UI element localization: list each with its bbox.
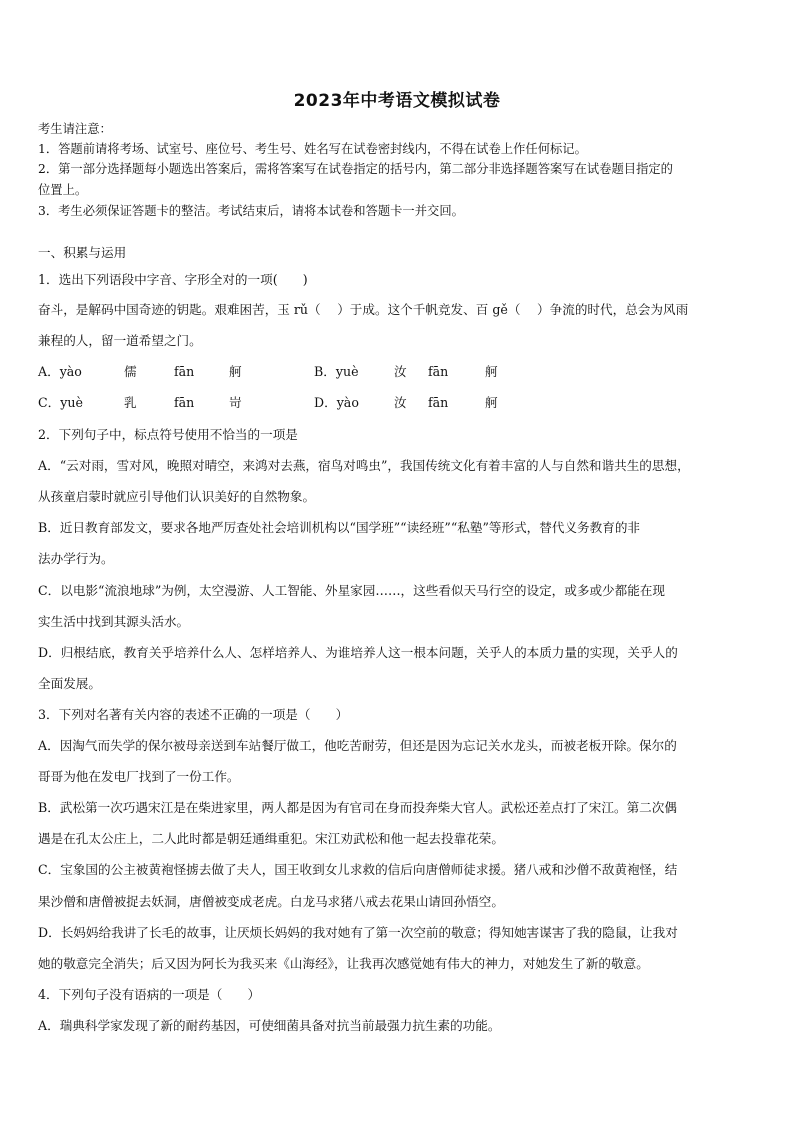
question-2-line: 从孩童启蒙时就应引导他们认识美好的自然物象。 bbox=[38, 489, 316, 504]
page-title: 2023年中考语文模拟试卷 bbox=[293, 91, 501, 111]
question-2-line: 全面发展。 bbox=[38, 676, 101, 691]
notice-line: 位置上。 bbox=[38, 183, 88, 197]
question-3-line: 她的敬意完全消失；后又因为阿长为我买来《山海经》，让我再次感觉她有伟大的神力，对她发生了新的敬意。 bbox=[38, 956, 649, 971]
option-c-pinyin: fān bbox=[174, 395, 195, 410]
question-3-stem: 3．下列对名著有关内容的表述不正确的一项是（ ） bbox=[38, 707, 349, 722]
question-3-line: 遇是在孔太公庄上，二人此时都是朝廷通缉重犯。宋江劝武松和他一起去投靠花荣。 bbox=[38, 831, 504, 846]
question-4-line: A．瑞典科学家发现了新的耐药基因，可使细菌具备对抗当前最强力抗生素的功能。 bbox=[38, 1018, 501, 1033]
question-1-passage: 兼程的人，留一道希望之门。 bbox=[38, 333, 202, 348]
notice-line: 1．答题前请将考场、试室号、座位号、考生号、姓名写在试卷密封线内，不得在试卷上作任何标记。 bbox=[38, 142, 587, 156]
option-b-char1: 汝 bbox=[394, 364, 407, 379]
question-2-line: C．以电影“流浪地球”为例，太空漫游、人工智能、外星家园……，这些看似天马行空的设定，或多或少都能在现 bbox=[38, 583, 666, 598]
option-a-pinyin: fān bbox=[174, 364, 195, 379]
question-3-line: B．武松第一次巧遇宋江是在柴进家里，两人都是因为有官司在身而投奔柴大官人。武松还差点打了宋江。第二次偶 bbox=[38, 800, 677, 815]
option-b-label: B．yuè bbox=[314, 364, 359, 379]
option-a-char1: 儒 bbox=[124, 364, 137, 379]
question-3-line: C．宝象国的公主被黄袍怪掳去做了夫人，国王收到女儿求救的信后向唐僧师徒求援。猪八戒和沙僧不敌黄袍怪，结 bbox=[38, 862, 678, 877]
option-d-label: D．yào bbox=[314, 395, 359, 410]
question-2-line: B．近日教育部发文，要求各地严厉查处社会培训机构以“国学班”“读经班”“私塾”等形式，替代义务教育的非 bbox=[38, 520, 641, 535]
notice-heading: 考生请注意： bbox=[38, 122, 112, 136]
question-2-line: 实生活中找到其源头活水。 bbox=[38, 614, 190, 629]
option-b-pinyin: fān bbox=[428, 364, 449, 379]
option-a-label: A．yào bbox=[38, 364, 82, 379]
option-b-char2: 舸 bbox=[485, 364, 498, 379]
section-heading: 一、积累与运用 bbox=[38, 245, 127, 260]
option-c-label: C．yuè bbox=[38, 395, 83, 410]
question-3-line: A．因淘气而失学的保尔被母亲送到车站餐厅做工，他吃苦耐劳，但还是因为忘记关水龙头，而被老板开除。保尔的 bbox=[38, 738, 677, 753]
notice-line: 2．第一部分选择题每小题选出答案后，需将答案写在试卷指定的括号内，第二部分非选择题答案写在试卷题目指定的 bbox=[38, 162, 673, 176]
question-1-passage: 奋斗，是解码中国奇迹的钥匙。艰难困苦，玉 rǔ（ ）于成。这个千帆竞发、百 gě（ ）争流的时代，总会为风雨 bbox=[38, 302, 689, 317]
question-2-line: D．归根结底，教育关乎培养什么人、怎样培养人、为谁培养人这一根本问题，关乎人的本质力量的实现，关乎人的 bbox=[38, 645, 678, 660]
question-1-stem: 1．选出下列语段中字音、字形全对的一项( ) bbox=[38, 272, 308, 287]
option-c-char1: 乳 bbox=[124, 395, 137, 410]
question-2-stem: 2．下列句子中，标点符号使用不恰当的一项是 bbox=[38, 427, 298, 442]
notice-line: 3．考生必须保证答题卡的整洁。考试结束后，请将本试卷和答题卡一并交回。 bbox=[38, 204, 464, 218]
question-4-stem: 4．下列句子没有语病的一项是（ ） bbox=[38, 987, 261, 1002]
question-2-line: A．“云对雨，雪对风，晚照对晴空，来鸿对去燕，宿鸟对鸣虫”，我国传统文化有着丰富的人与自然和谐共生的思想， bbox=[38, 458, 690, 473]
option-a-char2: 舸 bbox=[229, 364, 242, 379]
option-d-pinyin: fān bbox=[428, 395, 449, 410]
question-2-line: 法办学行为。 bbox=[38, 551, 114, 566]
question-3-line: D．长妈妈给我讲了长毛的故事，让厌烦长妈妈的我对她有了第一次空前的敬意；得知她害谋害了我的隐鼠，让我对 bbox=[38, 925, 678, 940]
option-d-char2: 舸 bbox=[485, 395, 498, 410]
option-c-char2: 岢 bbox=[229, 395, 242, 410]
question-3-line: 果沙僧和唐僧被捉去妖洞，唐僧被变成老虎。白龙马求猪八戒去花果山请回孙悟空。 bbox=[38, 894, 504, 909]
option-d-char1: 汝 bbox=[394, 395, 407, 410]
question-3-line: 哥哥为他在发电厂找到了一份工作。 bbox=[38, 769, 240, 784]
